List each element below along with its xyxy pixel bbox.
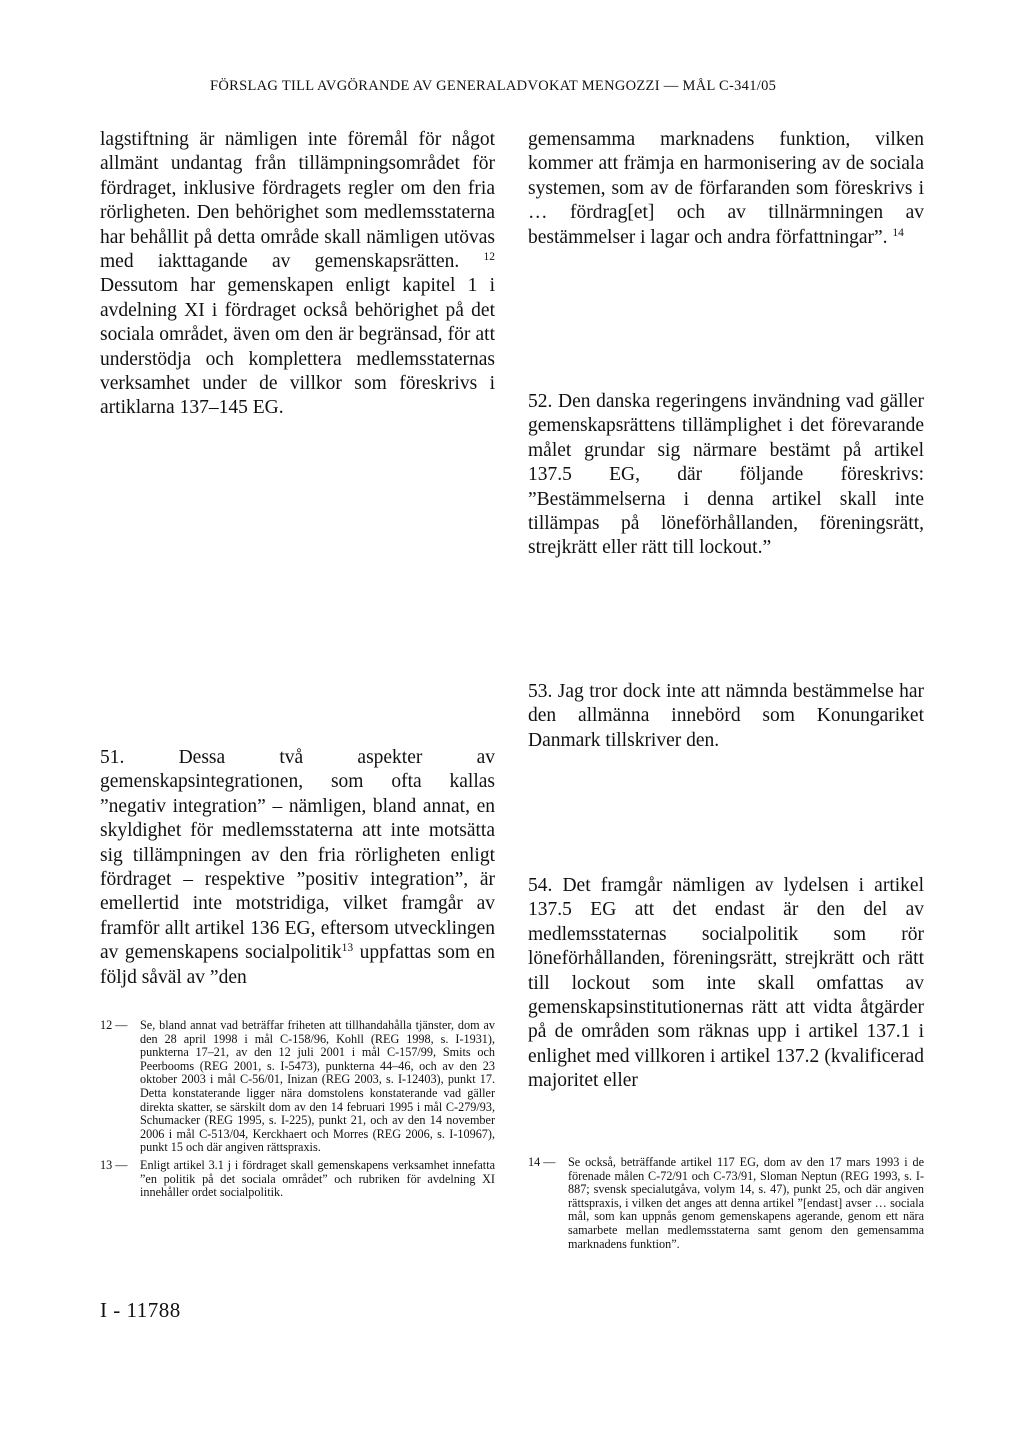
footnote-12 [100, 1019, 495, 1155]
left-column-para-51 [100, 746, 495, 990]
page-number: I - 11788 [100, 1298, 181, 1322]
continuation-text: gemensamma marknadens funktion, vilken kommer att främja en harmonisering av de sociala systemen, som av de förfaranden som föreskrivs i … fördrag[et] och av tillnärmningen av bestämmelser i lagar och andra författningar”. [528, 129, 924, 248]
footnote-text: Se, bland annat vad beträffar friheten att tillhandahålla tjänster, dom av den 28 april 1998 i mål C-158/96, Kohll (REG 1998, s. I-1931), punkterna 17–21, av den 12 juli 2001 i mål C-157/99, Smits och Peerbooms (REG 2001, s. I-5473), punkterna 44–46, och av den 23 oktober 2003 i mål C-56/01, Inizan (REG 2003, s. I-12403), punkt 17. Detta konstaterande ligger nära domstolens konstaterande vad gäller direkta skatter, se särskilt dom av den 14 februari 1995 i mål C-279/93, Schumacker (REG 1995, s. I-225), punkt 21, och av den 14 november 2006 i mål C-513/04, Kerckhaert och Morres (REG 2006, s. I-10967), punkt 15 och där angiven rättspraxis. [140, 1018, 495, 1155]
paragraph-54: 54. Det framgår nämligen av lydelsen i artikel 137.5 EG att det endast är den del av medlemsstaternas socialpolitik som rör löneförhållanden, föreningsrätt, strejkrätt och rätt till lockout som inte skall omfattas av gemenskapsinstitutionernas rätt att vidta åtgärder på de områden som räknas upp i artikel 137.1 i enlighet med villkoren i artikel 137.2 (kvalificerad majoritet eller [528, 875, 924, 1092]
running-header: FÖRSLAG TILL AVGÖRANDE AV GENERALADVOKAT MENGOZZI — MÅL C-341/05 [210, 78, 777, 94]
right-column-para-53 [528, 680, 924, 753]
para51-text-b: uppfattas som en följd såväl av ”den [100, 942, 495, 988]
footnote-14 [528, 1156, 924, 1251]
right-column-para-54 [528, 874, 924, 1094]
paragraph-52: 52. Den danska regeringens invändning vad gäller gemenskapsrättens tillämplighet i det förevarande målet grundar sig närmare bestämt på artikel 137.5 EG, där följande föreskrivs: ”Bestämmelserna i denna artikel skall inte tillämpas på löneförhållanden, föreningsrätt, strejkrätt eller rätt till lockout.” [528, 391, 924, 559]
right-footnotes [528, 1156, 924, 1255]
footnote-ref-12[interactable]: 12 [483, 251, 495, 264]
continuation-text-a: lagstiftning är nämligen inte föremål för något allmänt undantag från tillämpningsområdet för fördraget, inklusive fördragets regler om den fria rörligheten. Den behörighet som medlemsstaterna har behållit på detta område skall nämligen utövas med iakttagande av gemenskapsrätten. [100, 129, 495, 273]
left-column-top [100, 128, 495, 421]
footnote-number: 13 — [100, 1157, 128, 1172]
footnote-ref-14[interactable]: 14 [892, 226, 904, 239]
continuation-paragraph [528, 128, 924, 250]
right-column-top [528, 128, 924, 250]
footnote-13 [100, 1159, 495, 1200]
continuation-text-b: Dessutom har gemenskapen enligt kapitel 1 i avdelning XI i fördraget också behörighet på det sociala området, även om den är begränsad, för att understödja och komplettera medlemsstaternas verksamhet under de villkor som föreskrivs i artiklarna 137–145 EG. [100, 275, 495, 419]
para51-text-a: 51. Dessa två aspekter av gemenskapsintegrationen, som ofta kallas ”negativ integration” – nämligen, bland annat, en skyldighet för medlemsstaterna att inte motsätta sig tillämpningen av den fria rörligheten enligt fördraget – respektive ”positiv integration”, är emellertid inte motstridiga, vilket framgår av framför allt artikel 136 EG, eftersom utvecklingen av gemenskapens socialpolitik [100, 747, 495, 964]
footnote-ref-13[interactable]: 13 [341, 942, 354, 955]
paragraph-53: 53. Jag tror dock inte att nämnda bestämmelse har den allmänna innebörd som Konungariket Danmark tillskriver den. [528, 681, 924, 751]
footnote-number: 12 — [100, 1018, 128, 1032]
footnote-number: 14 — [528, 1155, 556, 1169]
paragraph-51 [100, 746, 495, 990]
left-footnotes [100, 1019, 495, 1204]
right-column-para-52 [528, 390, 924, 561]
continuation-paragraph [100, 128, 495, 421]
footnote-text: Enligt artikel 3.1 j i fördraget skall gemenskapens verksamhet innefatta ”en politik på det sociala området” och rubriken för avdelning XI innehåller ordet socialpolitik. [140, 1157, 495, 1200]
footnote-text: Se också, beträffande artikel 117 EG, dom av den 17 mars 1993 i de förenade målen C-72/91 och C-73/91, Sloman Neptun (REG 1993, s. I-887; svensk specialutgåva, volym 14, s. 47), punkt 25, och där angiven rättspraxis, i vilken det anges att denna artikel ”[endast] avser … sociala mål, som kan uppnås genom gemenskapens agerande, genom ett nära samarbete mellan medlemsstaterna samt genom den gemensamma marknadens funktion”. [568, 1155, 924, 1251]
